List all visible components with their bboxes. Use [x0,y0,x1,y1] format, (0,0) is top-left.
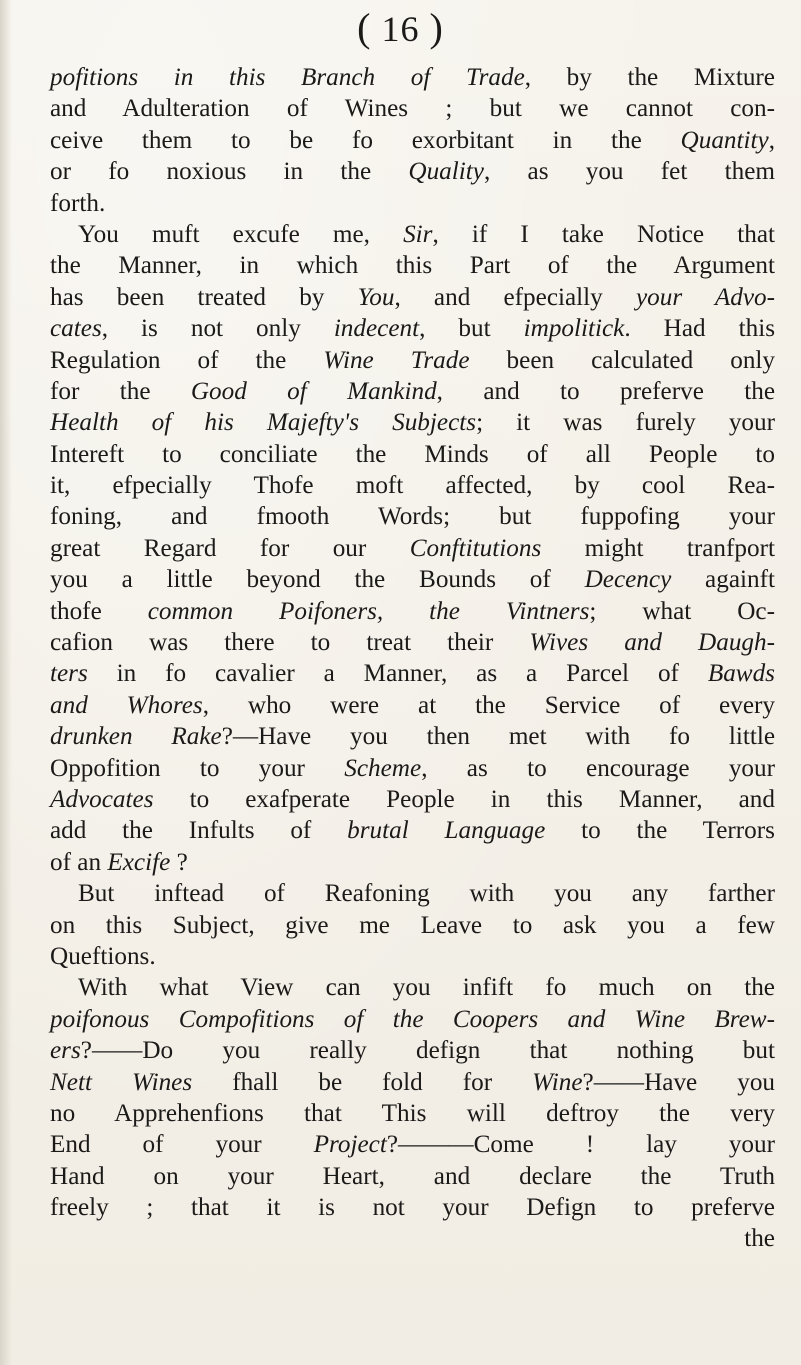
roman-text: great Regard for our [50,534,410,562]
text-line [50,627,775,658]
page-number-header [0,4,801,53]
text-line [50,501,775,532]
text-line [50,721,775,752]
roman-text: ?—Have you then met with fo little [221,723,775,751]
body-text [50,62,775,1255]
roman-text: , by the Mixture [524,64,775,91]
text-line [50,784,775,815]
roman-text: With what View can you infift fo much on the [78,974,775,1002]
text-line [50,941,775,972]
italic-text: indecent [333,315,420,343]
italic-text: Wine Trade [323,346,470,374]
text-line [50,1098,775,1129]
roman-text: But inftead of Reafoning with you any farther [78,880,775,908]
page-number: 16 [381,9,420,49]
italic-text: ters [50,660,88,688]
text-line [50,910,775,941]
italic-text: Good of Mankind [190,377,437,405]
roman-text: , and to preferve the [436,377,776,405]
text-line [50,815,775,846]
text-line [50,564,775,595]
italic-text: Wine [532,1068,583,1096]
roman-text: no Apprehenfions that This will deftroy the very [50,1099,775,1127]
italic-text: your Advo- [635,283,776,311]
italic-text: Conftitutions [409,534,542,562]
italic-text: and Whores [50,691,203,719]
text-line [50,1004,775,1035]
text-line [50,219,775,250]
roman-text: might tranfport [541,534,775,562]
text-line [50,596,775,627]
italic-text: Excife [107,848,171,876]
roman-text: or fo noxious in the [50,158,409,186]
roman-text: the [744,1225,775,1253]
roman-text: ?——Do you really defign that nothing but [80,1037,775,1065]
text-line [50,847,775,878]
italic-text: pofitions in this Branch of Trade [50,64,525,91]
italic-text: drunken Rake [50,723,222,751]
roman-text: in fo cavalier a Manner, as a Parcel of [87,660,708,688]
italic-text: common Poifoners, the Vintners [147,597,590,625]
roman-text: , who were at the Service of every [202,691,775,719]
italic-text: Quality [408,158,484,186]
italic-text: Sir [403,220,433,248]
roman-text: , and efpecially [394,283,636,311]
text-line [50,282,775,313]
italic-text: You [357,283,395,311]
text-line [50,250,775,281]
italic-text: brutal Language [347,817,546,845]
roman-text: on this Subject, give me Leave to ask you a few [50,911,775,939]
roman-text: to exafperate People in this Manner, and [153,785,775,813]
roman-text: , as you fet them [483,158,775,186]
roman-text: Regulation of the [50,346,324,374]
roman-text: Queftions. [50,942,156,970]
text-line [50,439,775,470]
text-line [50,313,775,344]
roman-text: , is not only [101,315,334,343]
roman-text: , but [419,315,524,343]
text-line [50,125,775,156]
text-line [50,658,775,689]
italic-text: cates [50,315,102,343]
italic-text: poifonous Compofitions of the Coopers and Wine Brew- [50,1005,775,1033]
text-line [50,93,775,124]
italic-text: Nett Wines [50,1068,193,1096]
roman-text: of an [50,848,108,876]
roman-text: freely ; that it is not your Defign to preferve [50,1194,775,1222]
roman-text: cafion was there to treat their [50,629,530,657]
roman-text: Oppofition to your [50,754,345,782]
roman-text: foning, and fmooth Words; but fuppofing your [50,503,775,531]
text-line [50,470,775,501]
roman-text: End of your [50,1131,314,1159]
text-line [50,753,775,784]
text-line [50,690,775,721]
text-line [50,1067,775,1098]
text-line [50,376,775,407]
roman-text: it, efpecially Thofe moft affected, by cool Rea- [50,472,775,500]
text-line [50,1161,775,1192]
paren-close: ) [429,5,444,50]
roman-text: ?——Have you [582,1068,776,1096]
page-edge-shadow [0,0,12,1365]
italic-text: impolitick [523,315,625,343]
roman-text: add the Infults of [50,817,348,845]
italic-text: Scheme [344,754,422,782]
italic-text: Health of his Majefty's Subjects [50,409,477,437]
roman-text: fhall be fold for [192,1068,533,1096]
roman-text: for the [50,377,191,405]
text-line [50,62,775,93]
text-line [50,1129,775,1160]
roman-text: You muft excufe me, [78,220,404,248]
roman-text: been calculated only [469,346,776,374]
roman-text: the Manner, in which this Part of the Argument [50,252,775,280]
roman-text: ? [170,848,188,876]
roman-text: and Adulteration of Wines ; but we cannot con- [50,95,775,123]
text-line [50,188,775,219]
text-line [50,1035,775,1066]
roman-text: thofe [50,597,148,625]
italic-text: Advocates [50,785,154,813]
roman-text: , [768,126,775,154]
text-line [50,972,775,1003]
italic-text: Project [313,1131,387,1159]
roman-text: ; what Oc- [589,597,775,625]
roman-text: you a little beyond the Bounds of [50,566,585,594]
italic-text: Wives and Daugh- [529,629,776,657]
roman-text: ?———Come ! lay your [386,1131,775,1159]
text-line [50,878,775,909]
paren-open: ( [357,5,372,50]
text-line [50,533,775,564]
text-line [50,1223,775,1254]
italic-text: Bawds [707,660,775,688]
roman-text: forth. [50,189,106,217]
roman-text: Hand on your Heart, and declare the Truth [50,1162,775,1190]
roman-text: ceive them to be fo exorbitant in the [50,126,681,154]
roman-text: has been treated by [50,283,358,311]
italic-text: Quantity [680,126,769,154]
text-line [50,1192,775,1223]
italic-text: ers [50,1037,81,1065]
italic-text: Decency [584,566,672,594]
roman-text: againft [671,566,775,594]
text-line [50,156,775,187]
roman-text: . Had this [624,315,776,343]
roman-text: ; it was furely your [476,409,775,437]
roman-text: , if I take Notice that [432,220,775,248]
text-line [50,345,775,376]
roman-text: , as to encourage your [421,754,775,782]
roman-text: Intereft to conciliate the Minds of all People to [50,440,775,468]
text-line [50,407,775,438]
roman-text: to the Terrors [545,817,775,845]
